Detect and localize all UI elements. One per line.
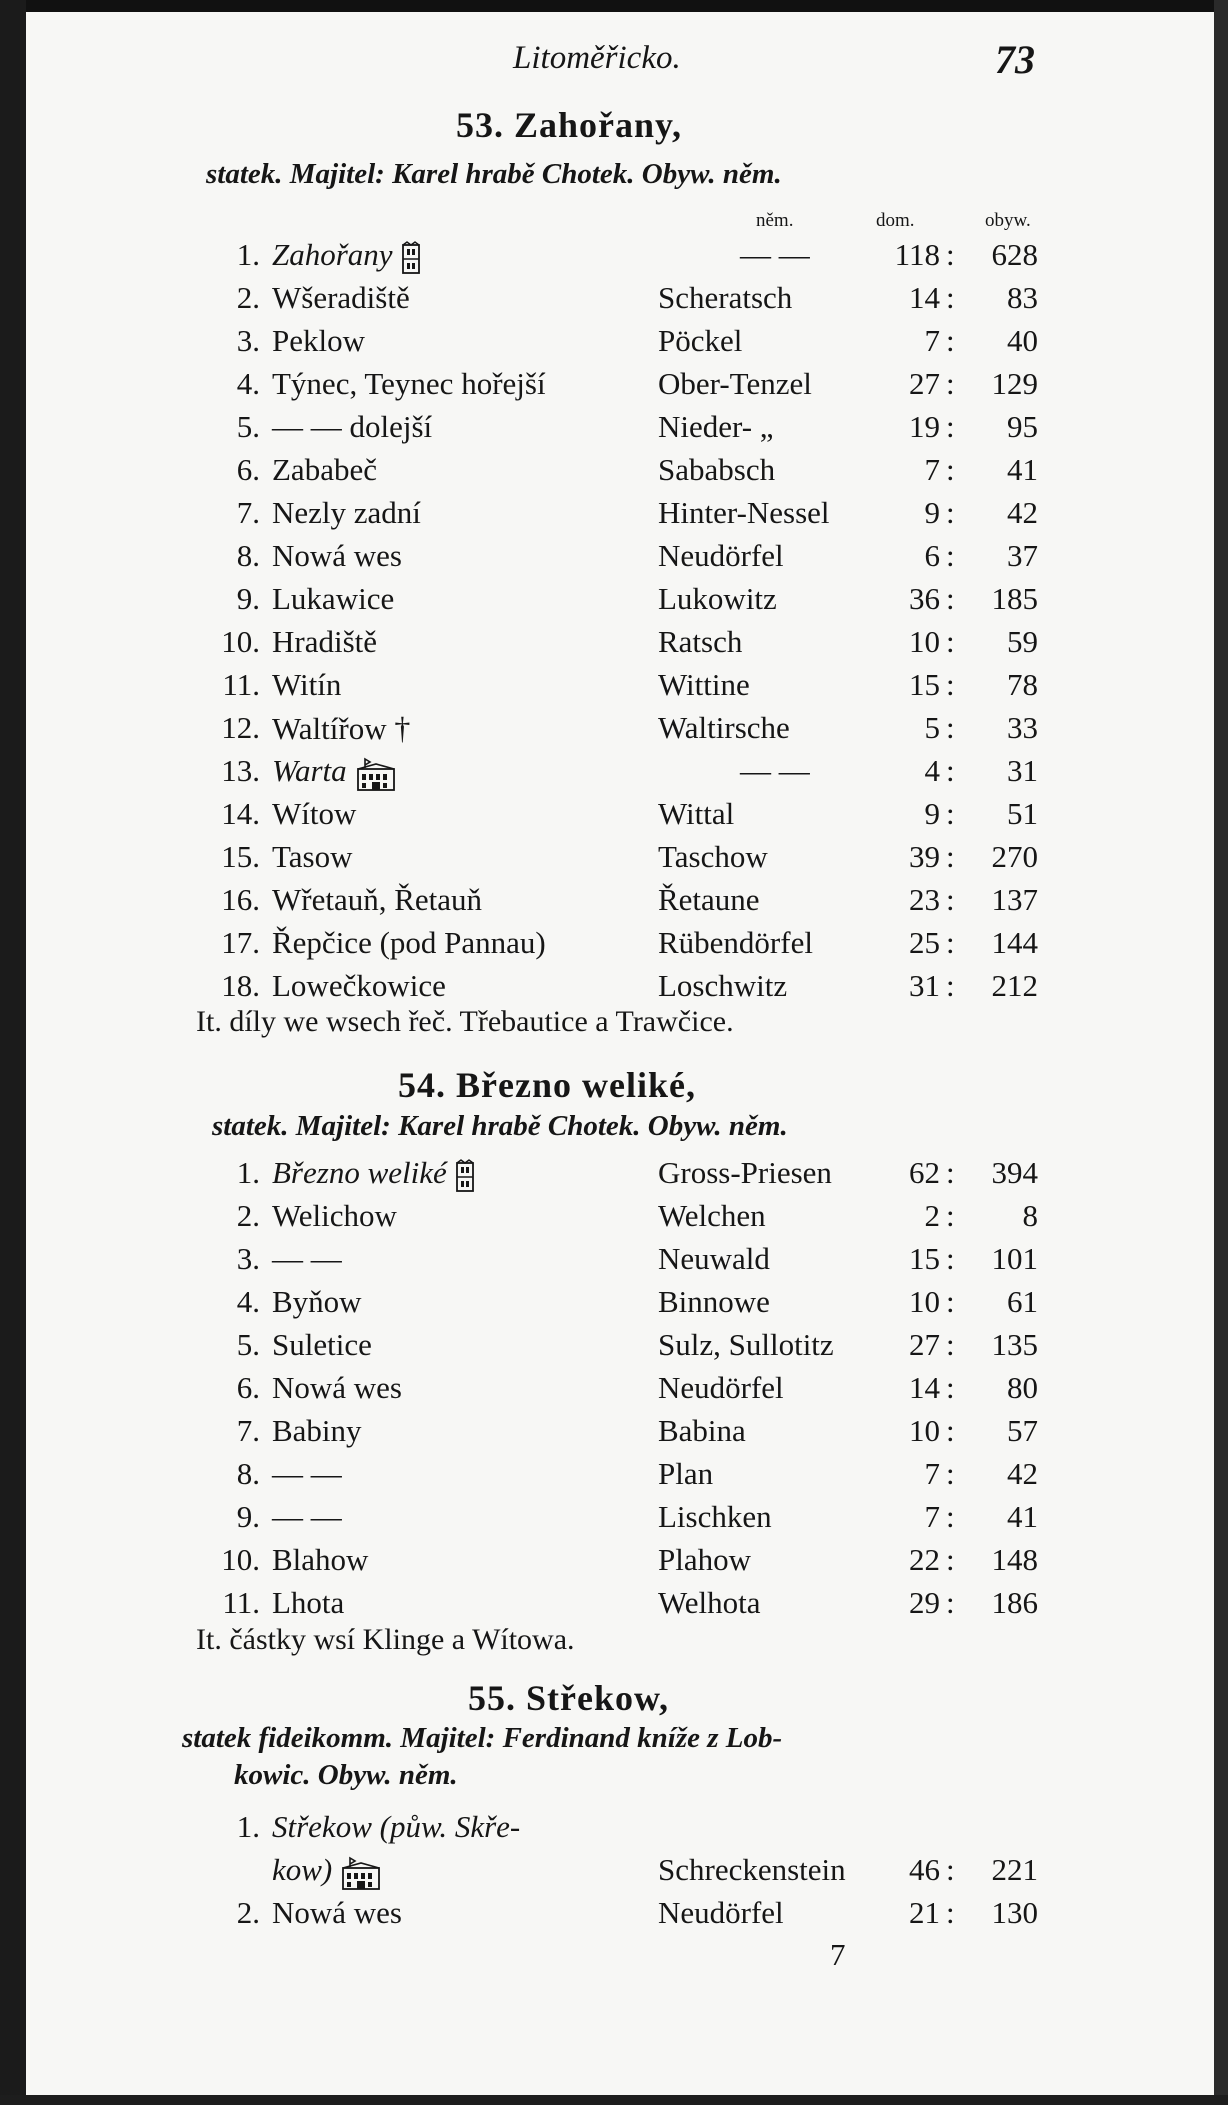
row-number: 4.: [236, 1284, 260, 1319]
place-name-text: kow): [272, 1852, 333, 1887]
row-number: 6.: [236, 1370, 260, 1405]
place-name: Týnec, Teynec hořejší: [272, 366, 546, 401]
houses-count: 39: [909, 839, 940, 874]
place-name: — —: [272, 1456, 342, 1491]
row-number: 8.: [236, 1456, 260, 1491]
german-name: Neudörfel: [658, 538, 784, 573]
inhabitants-count: 101: [991, 1241, 1038, 1276]
houses-count: 10: [909, 1284, 940, 1319]
inhabitants-count: 42: [1007, 495, 1038, 530]
section-note-54: It. částky wsí Klinge a Wítowa.: [196, 1623, 575, 1656]
separator: :: [946, 624, 955, 659]
column-header-houses: dom.: [876, 210, 915, 231]
manor-icon: [340, 1855, 382, 1891]
place-name: Nezly zadní: [272, 495, 421, 530]
german-name: Schreckenstein: [658, 1852, 846, 1887]
place-name-text: Březno weliké: [272, 1155, 447, 1190]
german-name: Ober-Tenzel: [658, 366, 812, 401]
place-name: Blahow: [272, 1542, 369, 1577]
page-paper: [26, 12, 1214, 2095]
separator: :: [946, 667, 955, 702]
separator: :: [946, 1370, 955, 1405]
section-subheading-54: statek. Majitel: Karel hrabě Chotek. Obyw. něm.: [212, 1110, 788, 1142]
inhabitants-count: 78: [1007, 667, 1038, 702]
section-note-53: It. díly we wsech řeč. Třebautice a Trawčice.: [196, 1005, 734, 1038]
separator: :: [946, 323, 955, 358]
houses-count: 46: [909, 1852, 940, 1887]
place-name: Nowá wes: [272, 1895, 402, 1930]
german-name: Pöckel: [658, 323, 743, 358]
inhabitants-count: 40: [1007, 323, 1038, 358]
place-name-text: Zahořany: [272, 237, 393, 272]
scan-border-right: [1214, 0, 1228, 2105]
place-name-text: Waltířow: [272, 711, 387, 746]
row-number: 9.: [236, 581, 260, 616]
separator: :: [946, 1852, 955, 1887]
houses-count: 6: [924, 538, 940, 573]
row-number: 16.: [221, 882, 260, 917]
separator: :: [946, 839, 955, 874]
german-name: Babina: [658, 1413, 746, 1448]
inhabitants-count: 135: [991, 1327, 1038, 1362]
row-number: 11.: [222, 667, 260, 702]
row-number: 3.: [236, 1241, 260, 1276]
houses-count: 2: [924, 1198, 940, 1233]
scan-border-top: [0, 0, 1228, 12]
german-name: Neudörfel: [658, 1895, 784, 1930]
inhabitants-count: 130: [991, 1895, 1038, 1930]
separator: :: [946, 925, 955, 960]
place-name: Nowá wes: [272, 1370, 402, 1405]
separator: :: [946, 796, 955, 831]
houses-count: 7: [924, 323, 940, 358]
inhabitants-count: 221: [991, 1852, 1038, 1887]
inhabitants-count: 95: [1007, 409, 1038, 444]
place-name: Lowečkowice: [272, 968, 446, 1003]
place-name: Lhota: [272, 1585, 345, 1620]
houses-count: 10: [909, 1413, 940, 1448]
row-number: 2.: [236, 1198, 260, 1233]
german-name: Binnowe: [658, 1284, 770, 1319]
houses-count: 27: [909, 1327, 940, 1362]
column-header-inhabitants: obyw.: [985, 210, 1031, 231]
row-number: 13.: [221, 753, 260, 788]
row-number: 1.: [236, 1155, 260, 1190]
row-number: 17.: [221, 925, 260, 960]
german-name: Rübendörfel: [658, 925, 813, 960]
german-name: Nieder- „: [658, 409, 774, 444]
inhabitants-count: 59: [1007, 624, 1038, 659]
row-number: 10.: [221, 1542, 260, 1577]
inhabitants-count: 8: [1022, 1198, 1038, 1233]
place-name: Lukawice: [272, 581, 395, 616]
place-name: Witín: [272, 667, 342, 702]
inhabitants-count: 41: [1007, 452, 1038, 487]
houses-count: 5: [924, 710, 940, 745]
separator: :: [946, 710, 955, 745]
place-name: Tasow: [272, 839, 353, 874]
houses-count: 23: [909, 882, 940, 917]
row-number: 5.: [236, 1327, 260, 1362]
german-name: Neudörfel: [658, 1370, 784, 1405]
place-name: Hradiště: [272, 624, 378, 659]
inhabitants-count: 31: [1007, 753, 1038, 788]
houses-count: 25: [909, 925, 940, 960]
inhabitants-count: 61: [1007, 1284, 1038, 1319]
separator: :: [946, 1198, 955, 1233]
inhabitants-count: 37: [1007, 538, 1038, 573]
row-number: 5.: [236, 409, 260, 444]
german-name: Welchen: [658, 1198, 766, 1233]
row-number: 15.: [221, 839, 260, 874]
separator: :: [946, 538, 955, 573]
place-name-line1: Střekow (půw. Skře-: [272, 1809, 521, 1844]
inhabitants-count: 186: [991, 1585, 1038, 1620]
row-number: 3.: [236, 323, 260, 358]
german-name: Waltirsche: [658, 710, 790, 745]
houses-count: 62: [909, 1155, 940, 1190]
separator: :: [946, 1895, 955, 1930]
german-name: Wittine: [658, 667, 750, 702]
separator: :: [946, 495, 955, 530]
separator: :: [946, 1585, 955, 1620]
place-name-text: Warta: [272, 753, 347, 788]
place-name: Suletice: [272, 1327, 372, 1362]
running-title: Litoměřicko.: [513, 40, 681, 76]
houses-count: 10: [909, 624, 940, 659]
row-number: 7.: [236, 1413, 260, 1448]
row-number: 2.: [236, 280, 260, 315]
section-subheading-55-line2: kowic. Obyw. něm.: [234, 1759, 458, 1791]
row-number: 2.: [236, 1895, 260, 1930]
section-heading-53: 53. Zahořany,: [456, 105, 683, 145]
place-name-line2: [272, 1852, 382, 1891]
german-name: — —: [740, 237, 810, 272]
column-header-german: něm.: [756, 210, 794, 231]
german-name: Scheratsch: [658, 280, 793, 315]
houses-count: 7: [924, 1499, 940, 1534]
houses-count: 118: [894, 237, 940, 272]
separator: :: [946, 1499, 955, 1534]
separator: :: [946, 968, 955, 1003]
german-name: Sababsch: [658, 452, 776, 487]
german-name: Taschow: [658, 839, 768, 874]
houses-count: 7: [924, 1456, 940, 1491]
row-number: 1.: [236, 237, 260, 272]
houses-count: 19: [909, 409, 940, 444]
inhabitants-count: 51: [1007, 796, 1038, 831]
printer-signature: 7: [830, 1937, 846, 1972]
german-name: Plahow: [658, 1542, 751, 1577]
place-name: Welichow: [272, 1198, 397, 1233]
houses-count: 7: [924, 452, 940, 487]
houses-count: 9: [924, 796, 940, 831]
houses-count: 14: [909, 1370, 940, 1405]
separator: :: [946, 1413, 955, 1448]
place-name: Zababeč: [272, 452, 377, 487]
german-name: Lukowitz: [658, 581, 777, 616]
german-name: Welhota: [658, 1585, 761, 1620]
german-name: Řetaune: [658, 882, 760, 917]
row-number: 1.: [236, 1809, 260, 1844]
scan-border-left: [0, 0, 26, 2105]
inhabitants-count: 129: [991, 366, 1038, 401]
row-number: 14.: [221, 796, 260, 831]
houses-count: 15: [909, 667, 940, 702]
houses-count: 4: [924, 753, 940, 788]
cross-mark: †: [394, 710, 411, 746]
separator: :: [946, 366, 955, 401]
place-name: Babiny: [272, 1413, 362, 1448]
german-name: Loschwitz: [658, 968, 788, 1003]
german-name: Neuwald: [658, 1241, 770, 1276]
row-number: 11.: [222, 1585, 260, 1620]
houses-count: 36: [909, 581, 940, 616]
section-subheading-55-line1: statek fideikomm. Majitel: Ferdinand kníže z Lob-: [182, 1722, 783, 1754]
row-number: 10.: [221, 624, 260, 659]
inhabitants-count: 57: [1007, 1413, 1038, 1448]
german-name: Gross-Priesen: [658, 1155, 832, 1190]
inhabitants-count: 212: [991, 968, 1038, 1003]
place-name: Wřetauň, Řetauň: [272, 882, 483, 917]
place-name: Řepčice (pod Pannau): [272, 925, 546, 960]
row-number: 9.: [236, 1499, 260, 1534]
page-number: 73: [995, 37, 1035, 82]
german-name: Hinter-Nessel: [658, 495, 830, 530]
inhabitants-count: 42: [1007, 1456, 1038, 1491]
place-name: — — dolejší: [272, 409, 433, 444]
inhabitants-count: 394: [991, 1155, 1038, 1190]
separator: :: [946, 1456, 955, 1491]
row-number: 4.: [236, 366, 260, 401]
row-number: 6.: [236, 452, 260, 487]
place-name: Byňow: [272, 1284, 362, 1319]
scan-border-bottom: [0, 2095, 1228, 2105]
separator: :: [946, 882, 955, 917]
german-name: Plan: [658, 1456, 714, 1491]
houses-count: 22: [909, 1542, 940, 1577]
separator: :: [946, 1241, 955, 1276]
inhabitants-count: 41: [1007, 1499, 1038, 1534]
separator: :: [946, 1542, 955, 1577]
separator: :: [946, 452, 955, 487]
separator: :: [946, 581, 955, 616]
german-name: Lischken: [658, 1499, 772, 1534]
place-name: Nowá wes: [272, 538, 402, 573]
inhabitants-count: 270: [991, 839, 1038, 874]
row-number: 18.: [221, 968, 260, 1003]
separator: :: [946, 753, 955, 788]
section-heading-54: 54. Březno weliké,: [398, 1065, 696, 1105]
inhabitants-count: 137: [991, 882, 1038, 917]
inhabitants-count: 628: [991, 237, 1038, 272]
houses-count: 9: [924, 495, 940, 530]
german-name: Sulz, Sullotitz: [658, 1327, 834, 1362]
inhabitants-count: 80: [1007, 1370, 1038, 1405]
separator: :: [946, 237, 955, 272]
houses-count: 21: [909, 1895, 940, 1930]
houses-count: 27: [909, 366, 940, 401]
inhabitants-count: 144: [991, 925, 1038, 960]
row-number: 7.: [236, 495, 260, 530]
row-number: 8.: [236, 538, 260, 573]
german-name: Ratsch: [658, 624, 743, 659]
inhabitants-count: 185: [991, 581, 1038, 616]
place-name: — —: [272, 1499, 342, 1534]
houses-count: 15: [909, 1241, 940, 1276]
separator: :: [946, 1155, 955, 1190]
inhabitants-count: 33: [1007, 710, 1038, 745]
houses-count: 31: [909, 968, 940, 1003]
place-name: Wšeradiště: [272, 280, 410, 315]
houses-count: 14: [909, 280, 940, 315]
separator: :: [946, 409, 955, 444]
houses-count: 29: [909, 1585, 940, 1620]
german-name: Wittal: [658, 796, 735, 831]
row-number: 12.: [221, 710, 260, 745]
separator: :: [946, 1284, 955, 1319]
section-heading-55: 55. Střekow,: [468, 1678, 669, 1718]
place-name: Peklow: [272, 323, 365, 358]
section-subheading-53: statek. Majitel: Karel hrabě Chotek. Obyw. něm.: [206, 158, 782, 190]
place-name: — —: [272, 1241, 342, 1276]
place-name: Wítow: [272, 796, 357, 831]
inhabitants-count: 83: [1007, 280, 1038, 315]
separator: :: [946, 1327, 955, 1362]
table-55: [200, 12, 1100, 2095]
inhabitants-count: 148: [991, 1542, 1038, 1577]
separator: :: [946, 280, 955, 315]
german-name: — —: [740, 753, 810, 788]
